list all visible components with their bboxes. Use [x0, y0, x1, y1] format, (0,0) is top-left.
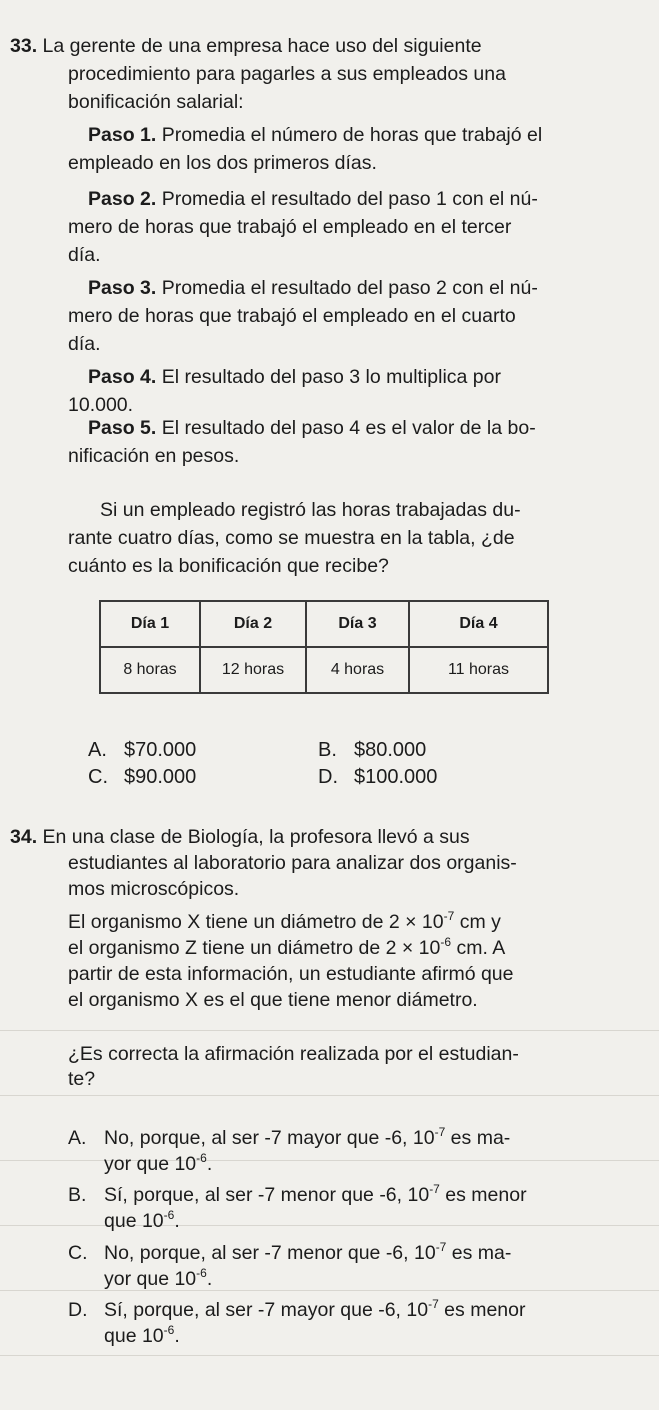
- exponent: -6: [440, 934, 452, 949]
- q33-number: 33.: [10, 35, 38, 57]
- q33-step-3-cont: mero de horas que trabajó el empleado en el cuarto: [68, 305, 516, 327]
- ruled-line: [0, 1095, 659, 1096]
- q33-intro-text: La gerente de una empresa hace uso del siguiente: [42, 35, 482, 57]
- q34-text: cm y: [454, 911, 501, 933]
- option-text: No, porque, al ser -7 menor que -6, 10: [104, 1242, 436, 1264]
- q34-option-a[interactable]: [68, 1125, 510, 1151]
- option-text: $100.000: [354, 766, 438, 788]
- step-text: Promedia el número de horas que trabajó el: [156, 124, 543, 146]
- q34-body-line: el organismo X es el que tiene menor diámetro.: [68, 989, 478, 1011]
- q33-step-1: [88, 122, 542, 148]
- q33-option-c[interactable]: [88, 766, 196, 789]
- q34-question: te?: [68, 1068, 96, 1090]
- step-text: El resultado del paso 4 es el valor de la bo-: [156, 417, 536, 439]
- ruled-line: [0, 1160, 659, 1161]
- option-letter: D.: [68, 1299, 88, 1321]
- q33-option-a[interactable]: [88, 739, 196, 762]
- step-label: Paso 5.: [88, 417, 157, 439]
- exponent: -6: [163, 1207, 175, 1222]
- step-label: Paso 1.: [88, 124, 157, 146]
- q33-step-4: [88, 364, 501, 390]
- table-header-cell: Día 3: [306, 601, 409, 647]
- q34-option-d[interactable]: [68, 1297, 525, 1323]
- option-text: es menor: [439, 1184, 527, 1206]
- option-text: es ma-: [446, 1242, 512, 1264]
- option-text: $80.000: [354, 739, 427, 761]
- step-label: Paso 2.: [88, 188, 157, 210]
- step-label: Paso 3.: [88, 277, 157, 299]
- option-letter: C.: [68, 1242, 88, 1264]
- q33-step-5: [88, 415, 536, 441]
- option-text: es menor: [438, 1299, 526, 1321]
- exponent: -7: [443, 908, 455, 923]
- exponent: -7: [428, 1296, 439, 1311]
- option-letter: C.: [88, 766, 108, 788]
- step-text: Promedia el resultado del paso 2 con el nú-: [156, 277, 538, 299]
- option-text: $90.000: [124, 766, 197, 788]
- option-text: .: [206, 1153, 213, 1175]
- table-cell: 11 horas: [409, 647, 548, 693]
- q33-intro-line: [10, 33, 482, 59]
- exponent: -6: [196, 1265, 207, 1280]
- exponent: -6: [163, 1322, 175, 1337]
- step-label: Paso 4.: [88, 366, 157, 388]
- q34-intro-text: En una clase de Biología, la profesora llevó a sus: [42, 826, 470, 848]
- q33-step-3: [88, 275, 538, 301]
- q33-step-3-cont: día.: [68, 333, 101, 355]
- table-cell: 4 horas: [306, 647, 409, 693]
- option-text: yor que 10: [104, 1268, 197, 1290]
- option-text: .: [206, 1268, 213, 1290]
- q34-option-a-cont: [104, 1151, 212, 1177]
- step-text: El resultado del paso 3 lo multiplica por: [156, 366, 501, 388]
- option-text: $70.000: [124, 739, 197, 761]
- q34-intro-line: estudiantes al laboratorio para analizar dos organis-: [68, 852, 517, 874]
- exponent: -7: [429, 1181, 440, 1196]
- option-text: Sí, porque, al ser -7 menor que -6, 10: [104, 1184, 430, 1206]
- q33-step-2-cont: mero de horas que trabajó el empleado en el tercer: [68, 216, 512, 238]
- q34-body-line: [68, 935, 505, 961]
- option-text: Sí, porque, al ser -7 mayor que -6, 10: [104, 1299, 429, 1321]
- q33-step-5-cont: nificación en pesos.: [68, 445, 240, 467]
- option-text: es ma-: [445, 1127, 511, 1149]
- q33-step-2-cont: día.: [68, 244, 101, 266]
- q34-question: ¿Es correcta la afirmación realizada por el estudian-: [68, 1043, 519, 1065]
- ruled-line: [0, 1030, 659, 1031]
- ruled-line: [0, 1225, 659, 1226]
- table-cell: 12 horas: [200, 647, 306, 693]
- table-header-row: [100, 601, 548, 647]
- exponent: -6: [196, 1150, 207, 1165]
- q34-intro-line: [10, 824, 470, 850]
- table-row: [100, 647, 548, 693]
- ruled-line: [0, 1290, 659, 1291]
- option-letter: B.: [318, 739, 337, 761]
- q33-question: Si un empleado registró las horas trabajadas du-: [100, 499, 521, 521]
- exponent: -7: [434, 1124, 446, 1139]
- ruled-line: [0, 1355, 659, 1356]
- q34-option-c-cont: [104, 1266, 212, 1292]
- q33-step-2: [88, 186, 538, 212]
- option-letter: A.: [88, 739, 107, 761]
- q34-option-d-cont: [104, 1323, 180, 1349]
- q34-text: el organismo Z tiene un diámetro de 2 × 10: [68, 937, 441, 959]
- option-text: No, porque, al ser -7 mayor que -6, 10: [104, 1127, 435, 1149]
- q34-option-b-cont: [104, 1208, 180, 1234]
- hours-table: [99, 600, 549, 694]
- table-header-cell: Día 2: [200, 601, 306, 647]
- option-text: que 10: [104, 1325, 164, 1347]
- q33-question: rante cuatro días, como se muestra en la tabla, ¿de: [68, 527, 515, 549]
- q33-step-1-cont: empleado en los dos primeros días.: [68, 152, 377, 174]
- option-text: .: [174, 1325, 180, 1347]
- step-text: Promedia el resultado del paso 1 con el nú-: [156, 188, 538, 210]
- option-letter: A.: [68, 1127, 87, 1149]
- option-text: .: [174, 1210, 180, 1232]
- q33-option-d[interactable]: [318, 766, 437, 789]
- q34-option-b[interactable]: [68, 1182, 527, 1208]
- q34-text: El organismo X tiene un diámetro de 2 × 10: [68, 911, 444, 933]
- q33-step-4-cont: 10.000.: [68, 394, 134, 416]
- option-text: que 10: [104, 1210, 164, 1232]
- q33-option-b[interactable]: [318, 739, 426, 762]
- table-header-cell: Día 1: [100, 601, 200, 647]
- option-text: yor que 10: [104, 1153, 197, 1175]
- q33-intro-line: procedimiento para pagarles a sus empleados una: [68, 63, 506, 85]
- q34-number: 34.: [10, 826, 38, 848]
- q34-body-line: [68, 909, 501, 935]
- option-letter: B.: [68, 1184, 87, 1206]
- q34-option-c[interactable]: [68, 1240, 511, 1266]
- table-header-cell: Día 4: [409, 601, 548, 647]
- q34-body-line: partir de esta información, un estudiante afirmó que: [68, 963, 514, 985]
- table-cell: 8 horas: [100, 647, 200, 693]
- q34-text: cm. A: [451, 937, 506, 959]
- q33-intro-line: bonificación salarial:: [68, 91, 244, 113]
- q34-intro-line: mos microscópicos.: [68, 878, 240, 900]
- q33-question: cuánto es la bonificación que recibe?: [68, 555, 389, 577]
- option-letter: D.: [318, 766, 338, 788]
- exponent: -7: [435, 1239, 447, 1254]
